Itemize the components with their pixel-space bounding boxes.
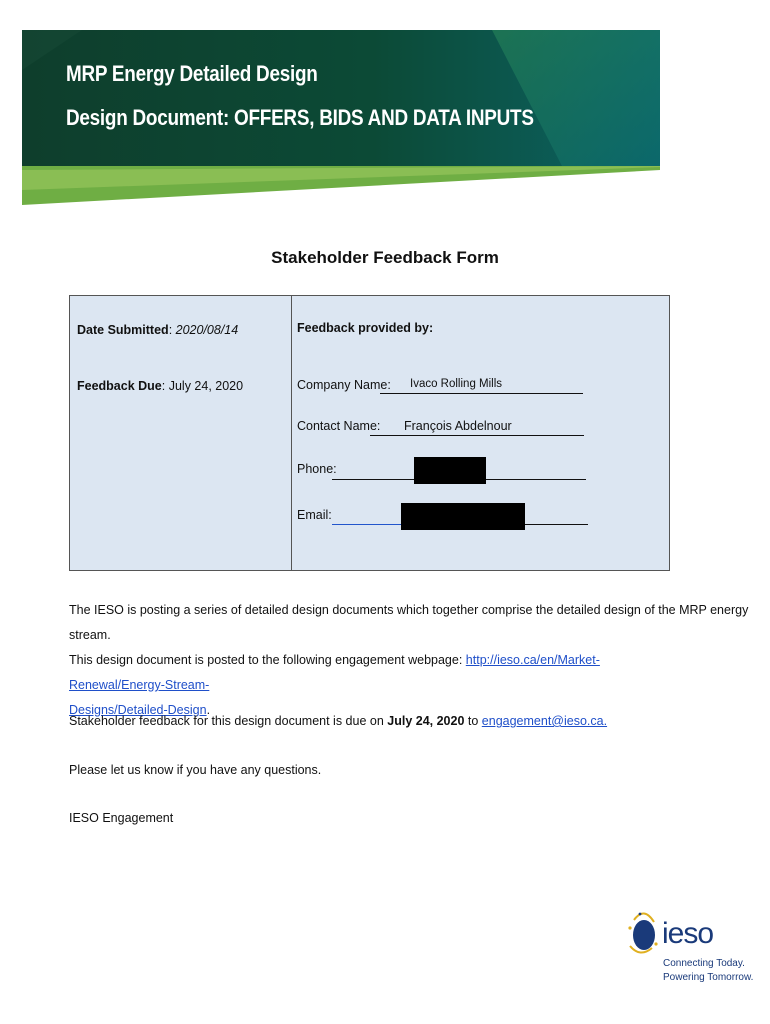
ieso-logo	[620, 908, 754, 988]
ieso-logo-text: ieso	[662, 917, 714, 950]
date-submitted: Date Submitted: 2020/08/14	[77, 323, 239, 337]
form-title: Stakeholder Feedback Form	[271, 248, 499, 267]
engagement-webpage-link-cont[interactable]: Designs/Detailed-Design	[69, 703, 207, 717]
company-value[interactable]: Ivaco Rolling Mills	[410, 378, 503, 390]
contact-value[interactable]: François Abdelnour	[404, 419, 512, 433]
phone-label: Phone:	[297, 462, 337, 476]
due-date: July 24, 2020	[387, 714, 465, 728]
logo-tagline-1: Connecting Today.	[663, 958, 745, 969]
header-banner	[22, 30, 660, 210]
email-underline	[525, 524, 588, 525]
paragraph-due-text: Stakeholder feedback for this design document is due on	[69, 714, 388, 728]
form-divider	[291, 296, 292, 570]
paragraph-due	[69, 709, 709, 734]
date-submitted-label: Date Submitted	[77, 323, 169, 337]
email-link-underline	[332, 524, 402, 525]
email-redaction	[401, 503, 525, 530]
contact-label: Contact Name:	[297, 419, 381, 433]
banner-subtitle: Design Document: OFFERS, BIDS AND DATA INPUTS	[66, 105, 534, 130]
engagement-email-link[interactable]: engagement@ieso.ca.	[481, 714, 608, 728]
logo-tagline-2: Powering Tomorrow.	[663, 972, 754, 983]
paragraph-questions: Please let us know if you have any questions.	[69, 763, 322, 777]
engagement-webpage-link[interactable]: http://ieso.ca/en/Market-Renewal/Energy-Stream-	[69, 653, 600, 692]
feedback-due: Feedback Due: July 24, 2020	[77, 379, 244, 393]
feedback-provided-by: Feedback provided by:	[297, 321, 434, 335]
email-label: Email:	[297, 508, 332, 522]
date-submitted-value: 2020/08/14	[175, 323, 239, 337]
paragraph-intro: The IESO is posting a series of detailed design documents which together comprise the detailed design of the MRP energy stream.	[69, 603, 749, 642]
signature-ieso-engagement: IESO Engagement	[69, 811, 174, 825]
banner-title: MRP Energy Detailed Design	[66, 61, 318, 86]
feedback-due-label: Feedback Due	[77, 379, 162, 393]
feedback-due-value: July 24, 2020	[168, 379, 244, 393]
company-underline	[380, 393, 583, 394]
paragraph-webpage: This design document is posted to the following engagement webpage: http://ieso.ca/en/Market-Renewal/Energy-Stream- Designs/Detailed-Design.	[69, 653, 600, 717]
paragraph-due-to: to	[464, 714, 482, 728]
feedback-form-box	[69, 295, 670, 571]
ieso-globe-icon	[620, 908, 666, 956]
paragraph-webpage-text: This design document is posted to the following engagement webpage:	[69, 653, 466, 667]
contact-underline	[370, 435, 584, 436]
phone-redaction	[414, 457, 486, 484]
company-label: Company Name:	[297, 378, 391, 392]
